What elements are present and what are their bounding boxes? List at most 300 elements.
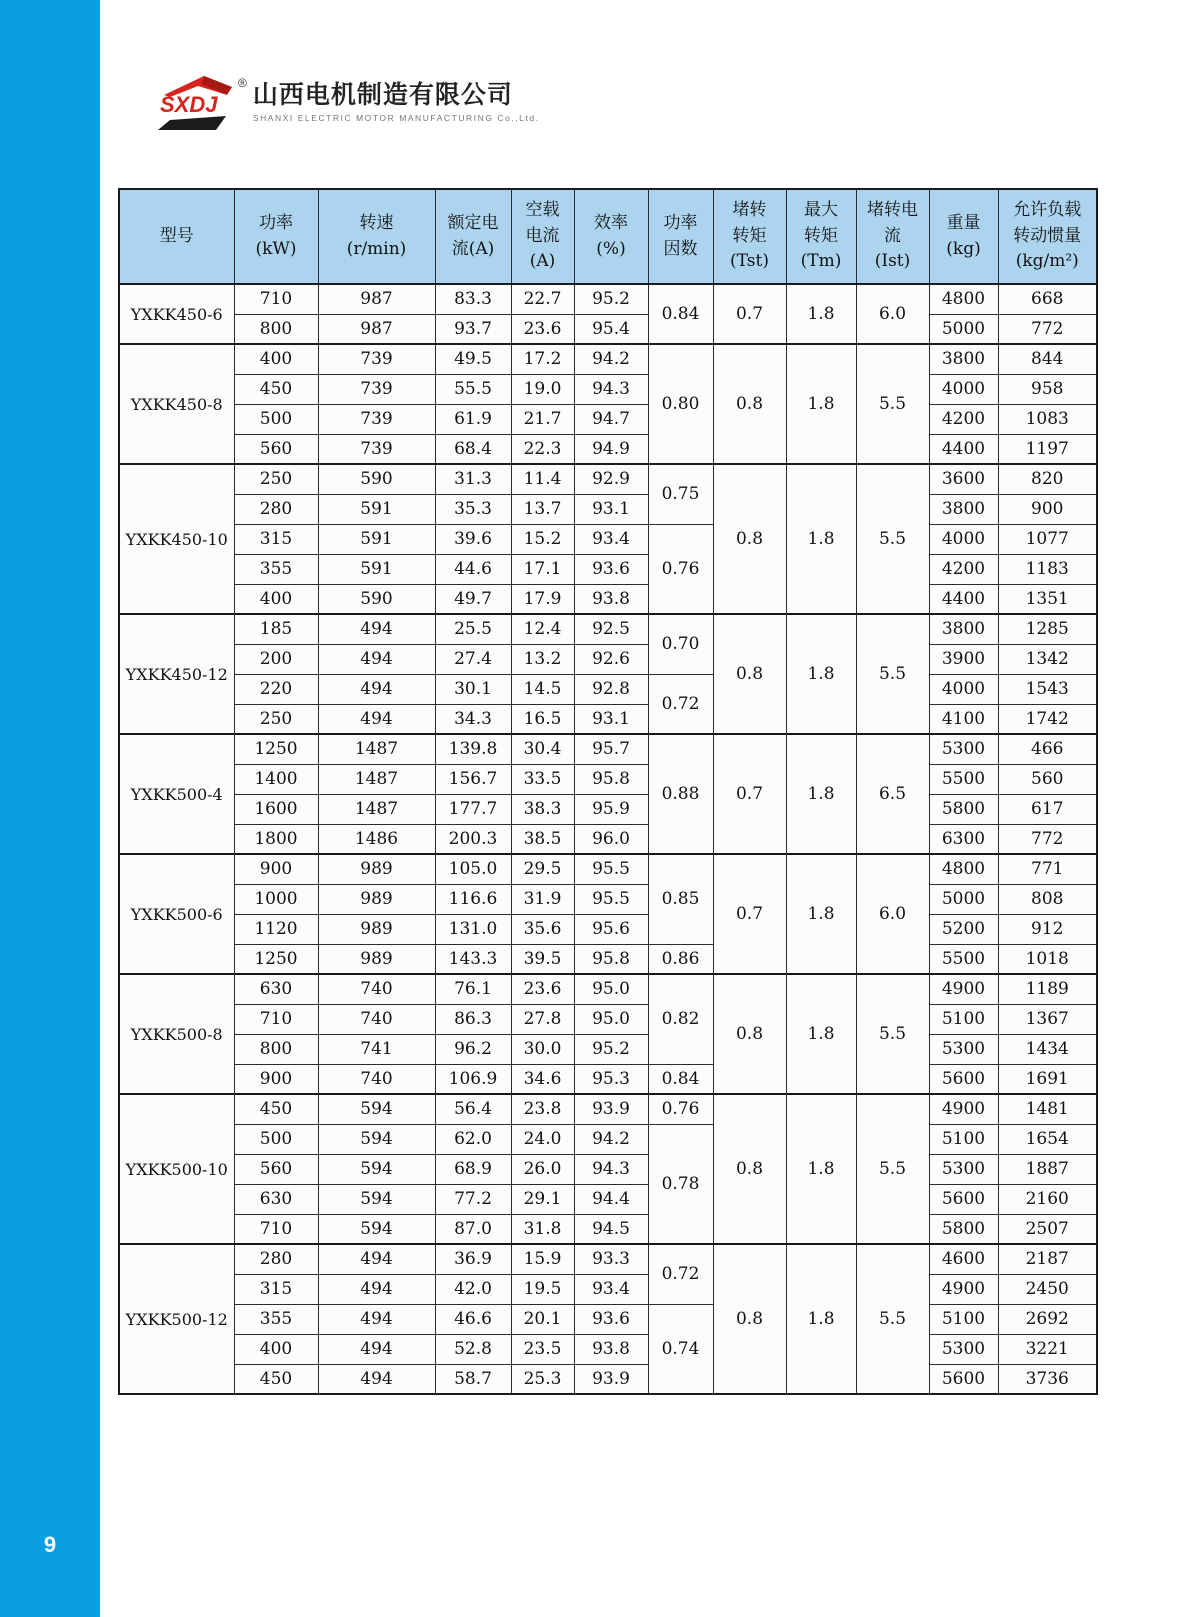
cell-efficiency: 94.2 [574,344,648,374]
cell-model: YXKK450-10 [119,464,234,614]
cell-efficiency: 94.7 [574,404,648,434]
cell-rated-current: 61.9 [435,404,511,434]
cell-rated-current: 25.5 [435,614,511,644]
cell-weight: 4000 [929,524,998,554]
cell-model: YXKK500-8 [119,974,234,1094]
cell-locked-rotor-torque: 0.8 [713,1244,786,1394]
cell-efficiency: 93.9 [574,1094,648,1124]
cell-speed-rpm: 989 [318,944,435,974]
cell-speed-rpm: 494 [318,1274,435,1304]
cell-weight: 5100 [929,1004,998,1034]
cell-efficiency: 95.0 [574,1004,648,1034]
table-row [119,824,1097,854]
cell-efficiency: 93.9 [574,1364,648,1394]
table-row [119,494,1097,524]
cell-power-kw: 185 [234,614,318,644]
cell-inertia: 1434 [998,1034,1097,1064]
cell-inertia: 820 [998,464,1097,494]
cell-rated-current: 56.4 [435,1094,511,1124]
cell-rated-current: 44.6 [435,554,511,584]
cell-rated-current: 156.7 [435,764,511,794]
cell-speed-rpm: 594 [318,1184,435,1214]
cell-power-kw: 450 [234,1094,318,1124]
cell-noload-current: 30.4 [511,734,574,764]
cell-max-torque: 1.8 [786,1094,856,1244]
cell-speed-rpm: 739 [318,374,435,404]
col-header-rated-current: 额定电 流(A) [435,189,511,284]
company-logo [158,74,540,132]
cell-power-kw: 1800 [234,824,318,854]
table-row [119,314,1097,344]
cell-power-kw: 500 [234,404,318,434]
table-row [119,1244,1097,1274]
cell-rated-current: 34.3 [435,704,511,734]
col-header-model: 型号 [119,189,234,284]
cell-rated-current: 52.8 [435,1334,511,1364]
cell-rated-current: 30.1 [435,674,511,704]
cell-power-kw: 560 [234,434,318,464]
cell-noload-current: 23.8 [511,1094,574,1124]
cell-weight: 5100 [929,1124,998,1154]
cell-noload-current: 24.0 [511,1124,574,1154]
cell-efficiency: 95.4 [574,314,648,344]
cell-noload-current: 21.7 [511,404,574,434]
cell-max-torque: 1.8 [786,974,856,1094]
cell-rated-current: 116.6 [435,884,511,914]
cell-power-kw: 630 [234,1184,318,1214]
cell-inertia: 2450 [998,1274,1097,1304]
table-row [119,1064,1097,1094]
cell-speed-rpm: 594 [318,1214,435,1244]
cell-locked-rotor-torque: 0.7 [713,854,786,974]
cell-efficiency: 93.8 [574,584,648,614]
cell-weight: 5500 [929,944,998,974]
cell-inertia: 1083 [998,404,1097,434]
cell-noload-current: 27.8 [511,1004,574,1034]
cell-speed-rpm: 989 [318,884,435,914]
col-header-inertia: 允许负载 转动惯量 (kg/m²) [998,189,1097,284]
cell-inertia: 2507 [998,1214,1097,1244]
table-row [119,1034,1097,1064]
cell-power-kw: 500 [234,1124,318,1154]
cell-rated-current: 62.0 [435,1124,511,1154]
col-header-max-torque: 最大 转矩 (Tm) [786,189,856,284]
table-row [119,734,1097,764]
cell-weight: 4800 [929,854,998,884]
table-row [119,1004,1097,1034]
spec-table-body [119,284,1097,1394]
cell-power-kw: 315 [234,524,318,554]
cell-power-kw: 1120 [234,914,318,944]
cell-efficiency: 95.8 [574,764,648,794]
cell-inertia: 844 [998,344,1097,374]
cell-weight: 5800 [929,794,998,824]
cell-weight: 5300 [929,1154,998,1184]
cell-weight: 5600 [929,1064,998,1094]
cell-noload-current: 33.5 [511,764,574,794]
cell-efficiency: 93.1 [574,704,648,734]
company-name-en: SHANXI ELECTRIC MOTOR MANUFACTURING Co.,Ltd. [252,112,540,123]
cell-noload-current: 15.2 [511,524,574,554]
cell-model: YXKK500-6 [119,854,234,974]
cell-efficiency: 93.1 [574,494,648,524]
cell-noload-current: 22.7 [511,284,574,314]
cell-weight: 4400 [929,584,998,614]
cell-max-torque: 1.8 [786,854,856,974]
cell-max-torque: 1.8 [786,1244,856,1394]
cell-efficiency: 93.6 [574,1304,648,1334]
cell-weight: 4000 [929,674,998,704]
col-header-locked-rotor-current: 堵转电 流 (Ist) [856,189,929,284]
table-row [119,794,1097,824]
cell-model: YXKK500-10 [119,1094,234,1244]
cell-weight: 3800 [929,614,998,644]
table-row [119,1124,1097,1154]
cell-inertia: 1183 [998,554,1097,584]
table-row [119,944,1097,974]
cell-inertia: 772 [998,824,1097,854]
cell-noload-current: 12.4 [511,614,574,644]
cell-power-factor: 0.76 [648,524,713,614]
cell-noload-current: 39.5 [511,944,574,974]
cell-weight: 5800 [929,1214,998,1244]
cell-rated-current: 87.0 [435,1214,511,1244]
cell-rated-current: 42.0 [435,1274,511,1304]
cell-speed-rpm: 739 [318,404,435,434]
sxdj-logo-icon [158,74,236,132]
cell-power-kw: 710 [234,1214,318,1244]
cell-inertia: 771 [998,854,1097,884]
cell-efficiency: 94.9 [574,434,648,464]
table-row [119,344,1097,374]
table-row [119,284,1097,314]
cell-weight: 3800 [929,344,998,374]
table-row [119,1154,1097,1184]
cell-noload-current: 14.5 [511,674,574,704]
cell-weight: 3900 [929,644,998,674]
cell-speed-rpm: 1486 [318,824,435,854]
cell-noload-current: 23.6 [511,314,574,344]
table-row [119,884,1097,914]
cell-noload-current: 13.7 [511,494,574,524]
cell-power-factor: 0.86 [648,944,713,974]
cell-locked-rotor-current: 5.5 [856,344,929,464]
cell-efficiency: 92.9 [574,464,648,494]
cell-noload-current: 15.9 [511,1244,574,1274]
cell-noload-current: 22.3 [511,434,574,464]
cell-inertia: 1077 [998,524,1097,554]
cell-max-torque: 1.8 [786,284,856,344]
cell-weight: 4000 [929,374,998,404]
cell-power-kw: 450 [234,1364,318,1394]
cell-rated-current: 58.7 [435,1364,511,1394]
cell-model: YXKK450-6 [119,284,234,344]
cell-power-kw: 800 [234,314,318,344]
cell-inertia: 466 [998,734,1097,764]
cell-efficiency: 93.6 [574,554,648,584]
cell-rated-current: 68.9 [435,1154,511,1184]
table-row [119,374,1097,404]
cell-inertia: 772 [998,314,1097,344]
cell-noload-current: 34.6 [511,1064,574,1094]
cell-noload-current: 11.4 [511,464,574,494]
cell-rated-current: 55.5 [435,374,511,404]
cell-efficiency: 95.2 [574,284,648,314]
cell-locked-rotor-current: 5.5 [856,464,929,614]
cell-max-torque: 1.8 [786,734,856,854]
cell-speed-rpm: 494 [318,1364,435,1394]
cell-model: YXKK500-12 [119,1244,234,1394]
cell-rated-current: 68.4 [435,434,511,464]
logo-swoosh-shape [158,116,226,130]
cell-inertia: 3736 [998,1364,1097,1394]
cell-weight: 5600 [929,1364,998,1394]
table-row [119,1304,1097,1334]
cell-speed-rpm: 1487 [318,794,435,824]
cell-locked-rotor-current: 5.5 [856,614,929,734]
cell-rated-current: 35.3 [435,494,511,524]
col-header-power-factor: 功率 因数 [648,189,713,284]
cell-inertia: 1481 [998,1094,1097,1124]
cell-weight: 5500 [929,764,998,794]
cell-power-factor: 0.84 [648,1064,713,1094]
cell-inertia: 1189 [998,974,1097,1004]
cell-speed-rpm: 590 [318,584,435,614]
cell-locked-rotor-torque: 0.8 [713,1094,786,1244]
cell-speed-rpm: 594 [318,1094,435,1124]
cell-speed-rpm: 594 [318,1154,435,1184]
cell-inertia: 958 [998,374,1097,404]
cell-weight: 4200 [929,404,998,434]
cell-power-factor: 0.82 [648,974,713,1064]
table-row [119,674,1097,704]
cell-efficiency: 96.0 [574,824,648,854]
cell-rated-current: 177.7 [435,794,511,824]
cell-power-kw: 630 [234,974,318,1004]
cell-speed-rpm: 987 [318,314,435,344]
cell-inertia: 1351 [998,584,1097,614]
cell-inertia: 617 [998,794,1097,824]
cell-power-kw: 280 [234,1244,318,1274]
cell-rated-current: 106.9 [435,1064,511,1094]
cell-weight: 4400 [929,434,998,464]
table-row [119,404,1097,434]
cell-inertia: 900 [998,494,1097,524]
cell-efficiency: 95.6 [574,914,648,944]
cell-inertia: 1543 [998,674,1097,704]
col-header-locked-rotor-torque: 堵转 转矩 (Tst) [713,189,786,284]
col-header-speed-rpm: 转速 (r/min) [318,189,435,284]
cell-power-kw: 1000 [234,884,318,914]
table-row [119,584,1097,614]
col-header-power-kw: 功率 (kW) [234,189,318,284]
cell-power-kw: 560 [234,1154,318,1184]
cell-noload-current: 23.6 [511,974,574,1004]
cell-speed-rpm: 989 [318,854,435,884]
cell-efficiency: 94.2 [574,1124,648,1154]
cell-noload-current: 25.3 [511,1364,574,1394]
cell-power-kw: 800 [234,1034,318,1064]
cell-speed-rpm: 494 [318,644,435,674]
cell-power-kw: 710 [234,284,318,314]
cell-weight: 4900 [929,974,998,1004]
spec-table-head [119,189,1097,284]
cell-weight: 4900 [929,1094,998,1124]
cell-power-kw: 400 [234,1334,318,1364]
col-header-efficiency: 效率 (%) [574,189,648,284]
cell-speed-rpm: 739 [318,434,435,464]
cell-speed-rpm: 594 [318,1124,435,1154]
cell-weight: 4100 [929,704,998,734]
cell-noload-current: 19.0 [511,374,574,404]
cell-efficiency: 93.3 [574,1244,648,1274]
cell-model: YXKK450-12 [119,614,234,734]
cell-noload-current: 19.5 [511,1274,574,1304]
cell-efficiency: 95.9 [574,794,648,824]
cell-inertia: 2692 [998,1304,1097,1334]
cell-rated-current: 49.5 [435,344,511,374]
cell-power-kw: 250 [234,464,318,494]
registered-trademark-symbol: ® [238,76,247,90]
cell-power-kw: 200 [234,644,318,674]
cell-power-kw: 400 [234,584,318,614]
cell-noload-current: 38.5 [511,824,574,854]
table-row [119,524,1097,554]
cell-rated-current: 86.3 [435,1004,511,1034]
col-header-noload-current: 空载 电流 (A) [511,189,574,284]
cell-power-kw: 1250 [234,734,318,764]
cell-rated-current: 46.6 [435,1304,511,1334]
cell-max-torque: 1.8 [786,344,856,464]
cell-locked-rotor-torque: 0.7 [713,734,786,854]
cell-noload-current: 29.1 [511,1184,574,1214]
cell-inertia: 1887 [998,1154,1097,1184]
cell-rated-current: 83.3 [435,284,511,314]
cell-rated-current: 96.2 [435,1034,511,1064]
cell-weight: 4900 [929,1274,998,1304]
cell-speed-rpm: 1487 [318,764,435,794]
cell-noload-current: 29.5 [511,854,574,884]
table-row [119,1094,1097,1124]
cell-inertia: 1285 [998,614,1097,644]
cell-power-factor: 0.74 [648,1304,713,1394]
table-row [119,644,1097,674]
table-row [119,464,1097,494]
cell-speed-rpm: 740 [318,1004,435,1034]
cell-power-factor: 0.84 [648,284,713,344]
cell-inertia: 808 [998,884,1097,914]
cell-noload-current: 23.5 [511,1334,574,1364]
cell-speed-rpm: 591 [318,524,435,554]
cell-efficiency: 95.0 [574,974,648,1004]
cell-rated-current: 93.7 [435,314,511,344]
cell-inertia: 1654 [998,1124,1097,1154]
cell-locked-rotor-current: 6.0 [856,854,929,974]
cell-weight: 5600 [929,1184,998,1214]
cell-rated-current: 77.2 [435,1184,511,1214]
cell-rated-current: 105.0 [435,854,511,884]
cell-weight: 5200 [929,914,998,944]
cell-efficiency: 94.3 [574,1154,648,1184]
cell-locked-rotor-torque: 0.7 [713,284,786,344]
table-row [119,1334,1097,1364]
cell-inertia: 2160 [998,1184,1097,1214]
cell-efficiency: 95.2 [574,1034,648,1064]
cell-noload-current: 16.5 [511,704,574,734]
spec-table-wrap [118,188,1098,1395]
cell-rated-current: 31.3 [435,464,511,494]
cell-inertia: 3221 [998,1334,1097,1364]
cell-power-factor: 0.78 [648,1124,713,1244]
cell-efficiency: 94.4 [574,1184,648,1214]
cell-efficiency: 95.8 [574,944,648,974]
cell-efficiency: 94.5 [574,1214,648,1244]
table-row [119,704,1097,734]
table-row [119,1364,1097,1394]
cell-power-kw: 710 [234,1004,318,1034]
sxdj-logo-svg [158,74,236,132]
cell-power-kw: 900 [234,854,318,884]
cell-rated-current: 143.3 [435,944,511,974]
table-row [119,1184,1097,1214]
table-row [119,764,1097,794]
table-row [119,974,1097,1004]
cell-power-kw: 1250 [234,944,318,974]
cell-locked-rotor-torque: 0.8 [713,614,786,734]
cell-speed-rpm: 1487 [318,734,435,764]
cell-power-kw: 1600 [234,794,318,824]
cell-locked-rotor-torque: 0.8 [713,974,786,1094]
cell-efficiency: 92.8 [574,674,648,704]
cell-weight: 4200 [929,554,998,584]
company-name-cn: 山西电机制造有限公司 [252,81,513,109]
company-name-block [253,82,540,123]
cell-noload-current: 17.2 [511,344,574,374]
cell-speed-rpm: 494 [318,1304,435,1334]
cell-efficiency: 94.3 [574,374,648,404]
spec-table [118,188,1098,1395]
cell-noload-current: 17.9 [511,584,574,614]
cell-inertia: 668 [998,284,1097,314]
cell-power-kw: 280 [234,494,318,524]
page-number: 9 [43,1532,57,1557]
cell-rated-current: 49.7 [435,584,511,614]
cell-power-kw: 1400 [234,764,318,794]
header-row [119,189,1097,284]
cell-power-factor: 0.70 [648,614,713,674]
col-header-weight: 重量 (kg) [929,189,998,284]
cell-power-factor: 0.85 [648,854,713,944]
table-row [119,914,1097,944]
cell-speed-rpm: 494 [318,674,435,704]
cell-rated-current: 36.9 [435,1244,511,1274]
cell-speed-rpm: 494 [318,614,435,644]
cell-rated-current: 76.1 [435,974,511,1004]
cell-speed-rpm: 740 [318,974,435,1004]
cell-speed-rpm: 591 [318,494,435,524]
cell-locked-rotor-current: 5.5 [856,1094,929,1244]
cell-weight: 5000 [929,314,998,344]
cell-locked-rotor-torque: 0.8 [713,344,786,464]
cell-inertia: 1742 [998,704,1097,734]
cell-locked-rotor-torque: 0.8 [713,464,786,614]
left-sidebar [0,0,100,1617]
cell-power-factor: 0.72 [648,1244,713,1304]
cell-locked-rotor-current: 6.5 [856,734,929,854]
table-row [119,434,1097,464]
cell-noload-current: 31.8 [511,1214,574,1244]
cell-rated-current: 27.4 [435,644,511,674]
